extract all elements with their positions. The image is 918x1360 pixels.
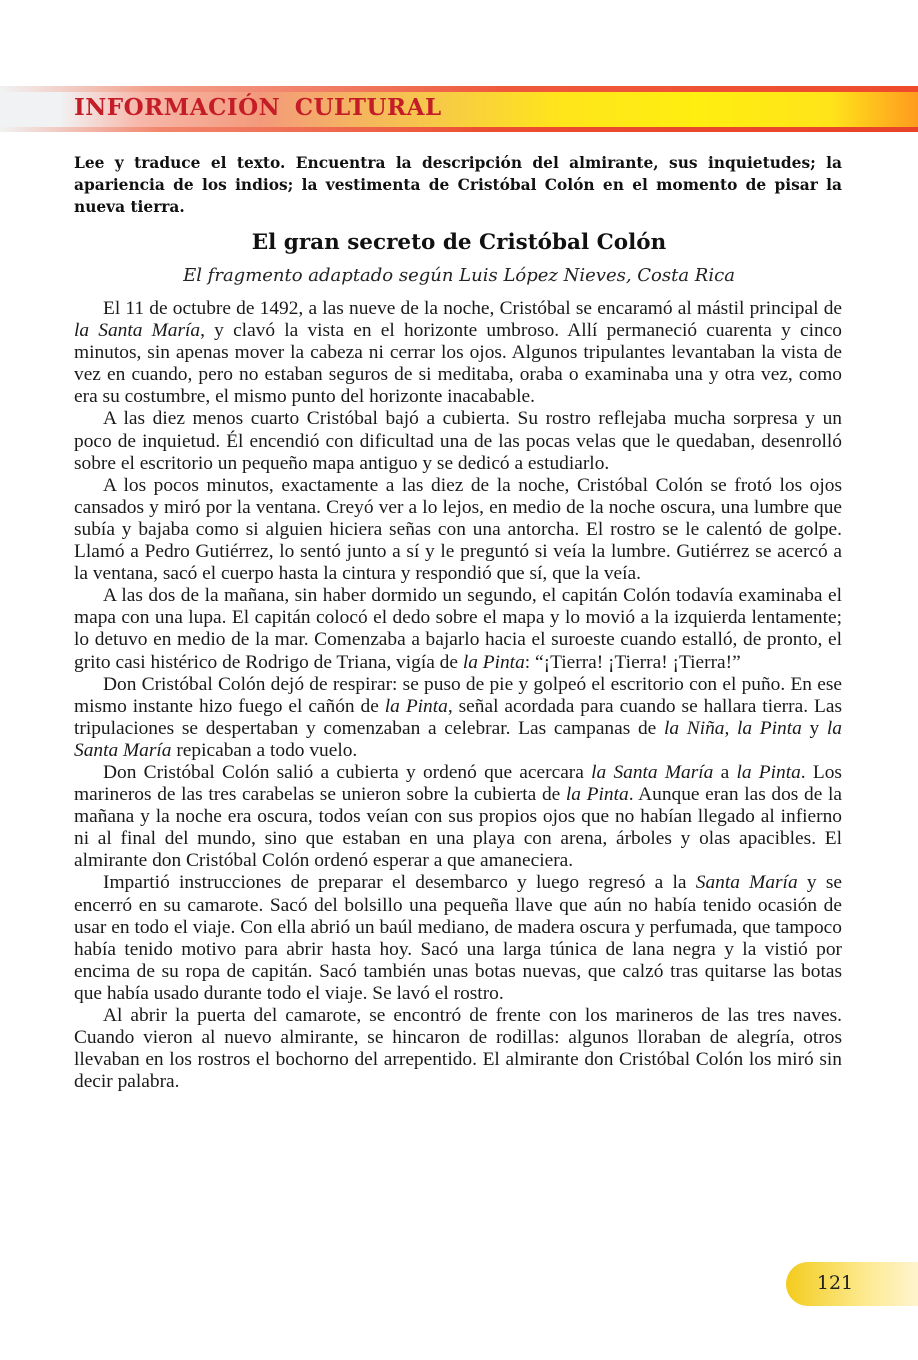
italic-ship-name: Santa María	[695, 872, 798, 894]
article-paragraph	[74, 585, 842, 673]
exercise-instruction: Lee y traduce el texto. Encuentra la descripción del almirante, sus inquietudes; la apariencia de los indios; la vestimenta de Cristóbal Colón en el momento de pisar la nueva tierra.	[74, 154, 842, 216]
paragraph-text: El 11 de octubre de 1492, a las nueve de la noche, Cristóbal se encaramó al mástil principal de	[103, 298, 842, 319]
article-subtitle: El fragmento adaptado según Luis López Nieves, Costa Rica	[183, 265, 735, 286]
section-title: INFORMACIÓN CULTURAL	[74, 94, 442, 121]
article-paragraph	[74, 298, 842, 408]
paragraph-text: A los pocos minutos, exactamente a las diez de la noche, Cristóbal Colón se frotó los ojos cansados y miró por la ventana. Creyó ver a lo lejos, en medio de la noche oscura, una lumbre que subía y bajaba como si alguien hiciera señas con una antorcha. El rostro se le calentó de golpe. Llamó a Pedro Gutiérrez, lo sentó junto a sí y le preguntó si veía la lumbre. Gutiérrez se acercó a la ventana, sacó el cuerpo hasta la cintura y respondió que sí, que la veía.	[74, 474, 842, 585]
article-paragraph	[74, 762, 842, 872]
article-body	[74, 298, 842, 1093]
page-number: 121	[816, 1272, 854, 1294]
article-paragraph	[74, 475, 842, 585]
paragraph-text: A las diez menos cuarto Cristóbal bajó a cubierta. Su rostro reflejaba mucha sorpresa y un poco de inquietud. Él encendió con dificultad una de las pocas velas que le quedaban, desenrolló sobre el escritorio un pequeño mapa antiguo y se dedicó a estudiarlo.	[74, 408, 842, 474]
paragraph-text: Don Cristóbal Colón salió a cubierta y ordenó que acercara	[103, 761, 592, 783]
paragraph-text: . Los marineros de las tres carabelas se unieron sobre la cubierta de	[74, 761, 842, 806]
italic-ship-name: la Pinta	[462, 651, 525, 673]
italic-ship-name: la Pinta	[736, 761, 801, 783]
article-paragraph	[74, 872, 842, 1005]
paragraph-text: y	[801, 717, 827, 739]
paragraph-text: : “¡Tierra! ¡Tierra! ¡Tierra!”	[524, 651, 741, 673]
paragraph-text: , y clavó la vista en el horizonte umbroso. Allí permaneció cuarenta y cinco minutos, sin apenas mover la cabeza ni cerrar los ojos. Algunos tripulantes levantaban la vista de vez en cuando, pero no estaban seguros de si meditaba, oraba o examinaba una y otra vez, como era su costumbre, el mismo punto del horizonte inacabable.	[74, 320, 842, 408]
article-paragraph	[74, 1005, 842, 1093]
paragraph-text: y se encerró en su camarote. Sacó del bolsillo una pequeña llave que aún no había tenido ocasión de usar en todo el viaje. Con ella abrió un baúl mediano, de madera oscura y perfumada, que tampoco había tenido motivo para abrir hasta hoy. Sacó una larga túnica de lana negra y la vistió por encima de su ropa de capitán. Sacó también unas botas nuevas, que calzó tras quitarse las botas que había usado durante todo el viaje. Se lavó el rostro.	[74, 872, 843, 1004]
article-paragraph	[74, 408, 842, 474]
paragraph-text: a	[713, 761, 737, 783]
paragraph-text: repicaban a todo vuelo.	[171, 739, 358, 761]
paragraph-text: Don Cristóbal Colón dejó de respirar: se puso de pie y golpeó el escritorio con el puño. En ese mismo instante hizo fuego el cañón de	[74, 673, 842, 717]
italic-ship-name: la Pinta	[384, 695, 448, 717]
italic-ship-name: la Santa María	[74, 320, 201, 342]
paragraph-text: Al abrir la puerta del camarote, se encontró de frente con los marineros de las tres naves. Cuando vieron al nuevo almirante, se hincaron de rodillas: algunos lloraban de alegría, otros llevaban en los rostros el bochorno del arrepentido. El almirante don Cristóbal Colón los miró sin decir palabra.	[74, 1005, 842, 1093]
italic-ship-name: la Niña	[663, 717, 725, 739]
italic-ship-name: la Pinta	[565, 784, 629, 806]
article-paragraph	[74, 674, 842, 762]
paragraph-text: . Aunque eran las dos de la mañana y la noche era oscura, todos veían con sus propios ojos que no habían llegado al infierno ni al final del mundo, sino que estaban en una playa con arena, árboles y olas apacibles. El almirante don Cristóbal Colón ordenó esperar a que amaneciera.	[74, 784, 842, 872]
italic-ship-name: la Santa María	[591, 761, 714, 783]
paragraph-text: ,	[724, 717, 738, 739]
paragraph-text: Impartió instrucciones de preparar el desembarco y luego regresó a la	[103, 872, 696, 894]
italic-ship-name: la Pinta	[737, 717, 802, 739]
article-title: El gran secreto de Cristóbal Colón	[251, 230, 667, 255]
paragraph-text: A las dos de la mañana, sin haber dormido un segundo, el capitán Colón todavía examinaba el mapa con una lupa. El capitán colocó el dedo sobre el mapa y lo movió a la izquierda lentamente; lo detuvo en medio de la mar. Comenzaba a bajarlo hacia el suroeste cuando estalló, de pronto, el grito casi histérico de Rodrigo de Triana, vigía de	[74, 585, 842, 673]
italic-ship-name: la Santa María	[74, 717, 843, 761]
paragraph-text: , señal acordada para cuando se hallara tierra. Las tripulaciones se despertaban y comenzaban a celebrar. Las campanas de	[74, 695, 842, 739]
